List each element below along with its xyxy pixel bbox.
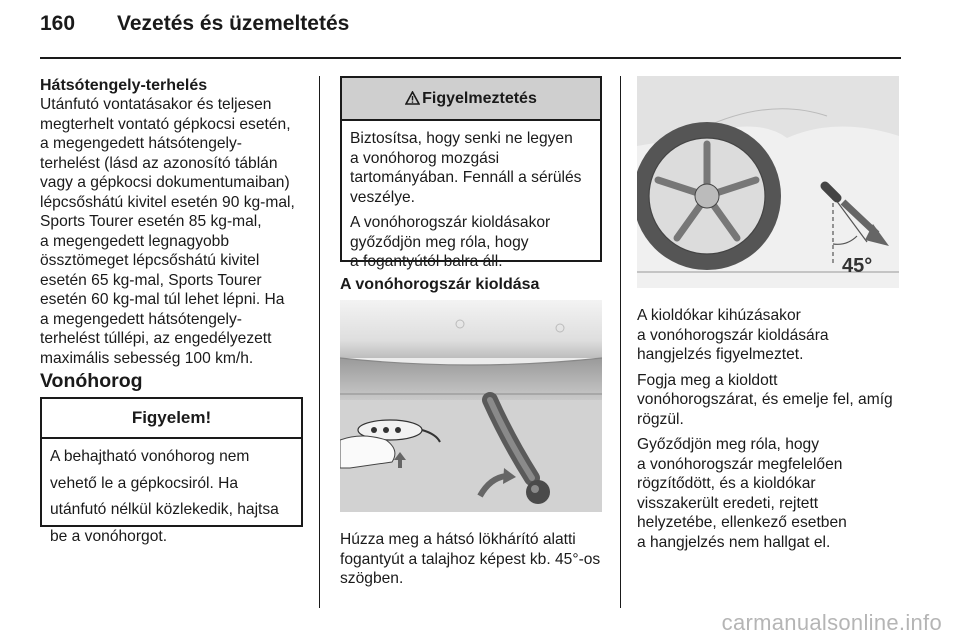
warning-box-header (342, 78, 600, 121)
text-line: a vonóhorog mozgási (350, 149, 500, 167)
text-line: Utánfutó vontatásakor és teljesen (40, 96, 272, 113)
text-line: a megengedett hátsótengely- (40, 310, 242, 328)
text-line: győződjön meg róla, hogy (350, 233, 529, 251)
text-line: terhelést túllépi, az engedélyezett (40, 330, 272, 347)
text-line: visszakerült eredeti, rejtett (637, 494, 819, 512)
text-line: a vonóhorogszár kioldására (637, 326, 829, 344)
text-line: tartományában. Fennáll a sérülés (350, 169, 582, 186)
text-line: Győződjön meg róla, hogy (637, 436, 820, 453)
rear-axle-load-paragraph (40, 95, 315, 368)
text-line: a megengedett hátsótengely- (40, 135, 242, 152)
text-line: maximális sebesség 100 km/h. (40, 349, 254, 367)
warning-box (340, 76, 602, 270)
text-line: Biztosítsa, hogy senki ne legyen (350, 130, 573, 147)
text-line: a megengedett legnagyobb (40, 232, 230, 250)
warning-box-title: Figyelmeztetés (422, 90, 537, 107)
text-line: veszélye. (350, 188, 416, 206)
text-line: fogantyút a talajhoz képest kb. 45°-os (340, 550, 601, 568)
column-divider-left (319, 76, 320, 608)
text-line: helyzetébe, ellenkező esetben (637, 514, 847, 531)
text-line: A vonóhorogszár kioldásakor (350, 214, 551, 231)
text-line: terhelést (lásd az azonosító táblán (40, 154, 278, 172)
text-line: a fogantyútól balra áll. (350, 253, 503, 270)
page-number: 160 (40, 12, 76, 35)
release-handle-illustration (340, 300, 602, 512)
warning-triangle-icon (405, 91, 420, 105)
header-divider (40, 57, 901, 59)
watermark: carmanualsonline.info (721, 610, 942, 635)
text-line: esetén 65 kg-mal, Sports Tourer (40, 271, 262, 289)
column-divider-right (620, 76, 621, 608)
text-line: lépcsőshátú kivitel esetén 90 kg-mal, (40, 193, 295, 211)
text-line: rögzül. (637, 410, 684, 428)
notice-box-title: Figyelem! (42, 399, 301, 439)
chapter-title: Vezetés és üzemeltetés (117, 12, 350, 35)
angle-label: 45° (842, 255, 873, 277)
text-line: hangjelzés figyelmeztet. (637, 346, 804, 363)
text-line: Fogja meg a kioldott (637, 371, 778, 389)
text-line: utánfutó nélkül közlekedik, hajtsa (50, 501, 279, 518)
warning-box-body (342, 121, 600, 272)
text-line: A behajtható vonóhorog nem (50, 448, 250, 465)
text-line: a hangjelzés nem hallgat el. (637, 533, 831, 551)
text-line: a vonóhorogszár megfelelően (637, 455, 843, 473)
text-line: Sports Tourer esetén 85 kg-mal, (40, 213, 262, 230)
notice-box (40, 397, 303, 545)
notice-box-body (42, 439, 301, 546)
rear-axle-load-heading: Hátsótengely-terhelés (40, 77, 208, 94)
text-line: vagy a gépkocsi dokumentumaiban) (40, 174, 290, 191)
text-line: be a vonóhorgot. (50, 527, 168, 545)
text-line: esetén 60 kg-mal túl lehet lépni. Ha (40, 291, 285, 308)
release-tow-bar-heading: A vonóhorogszár kioldása (340, 276, 540, 293)
release-caption (340, 530, 615, 589)
text-line: rögzítődött, és a kioldókar (637, 475, 816, 492)
release-lever-paragraphs (637, 306, 907, 552)
text-line: vehető le a gépkocsiról. Ha (50, 474, 239, 492)
text-line: össztömeget lépcsőshátú kivitel (40, 252, 260, 269)
tow-hitch-heading: Vonóhorog (40, 370, 143, 392)
text-line: megterhelt vontató gépkocsi esetén, (40, 115, 291, 133)
wheel-angle-illustration (637, 76, 899, 288)
text-line: Húzza meg a hátsó lökhárító alatti (340, 531, 576, 548)
text-line: A kioldókar kihúzásakor (637, 307, 801, 324)
text-line: szögben. (340, 570, 404, 587)
text-line: vonóhorogszárat, és emelje fel, amíg (637, 391, 893, 408)
